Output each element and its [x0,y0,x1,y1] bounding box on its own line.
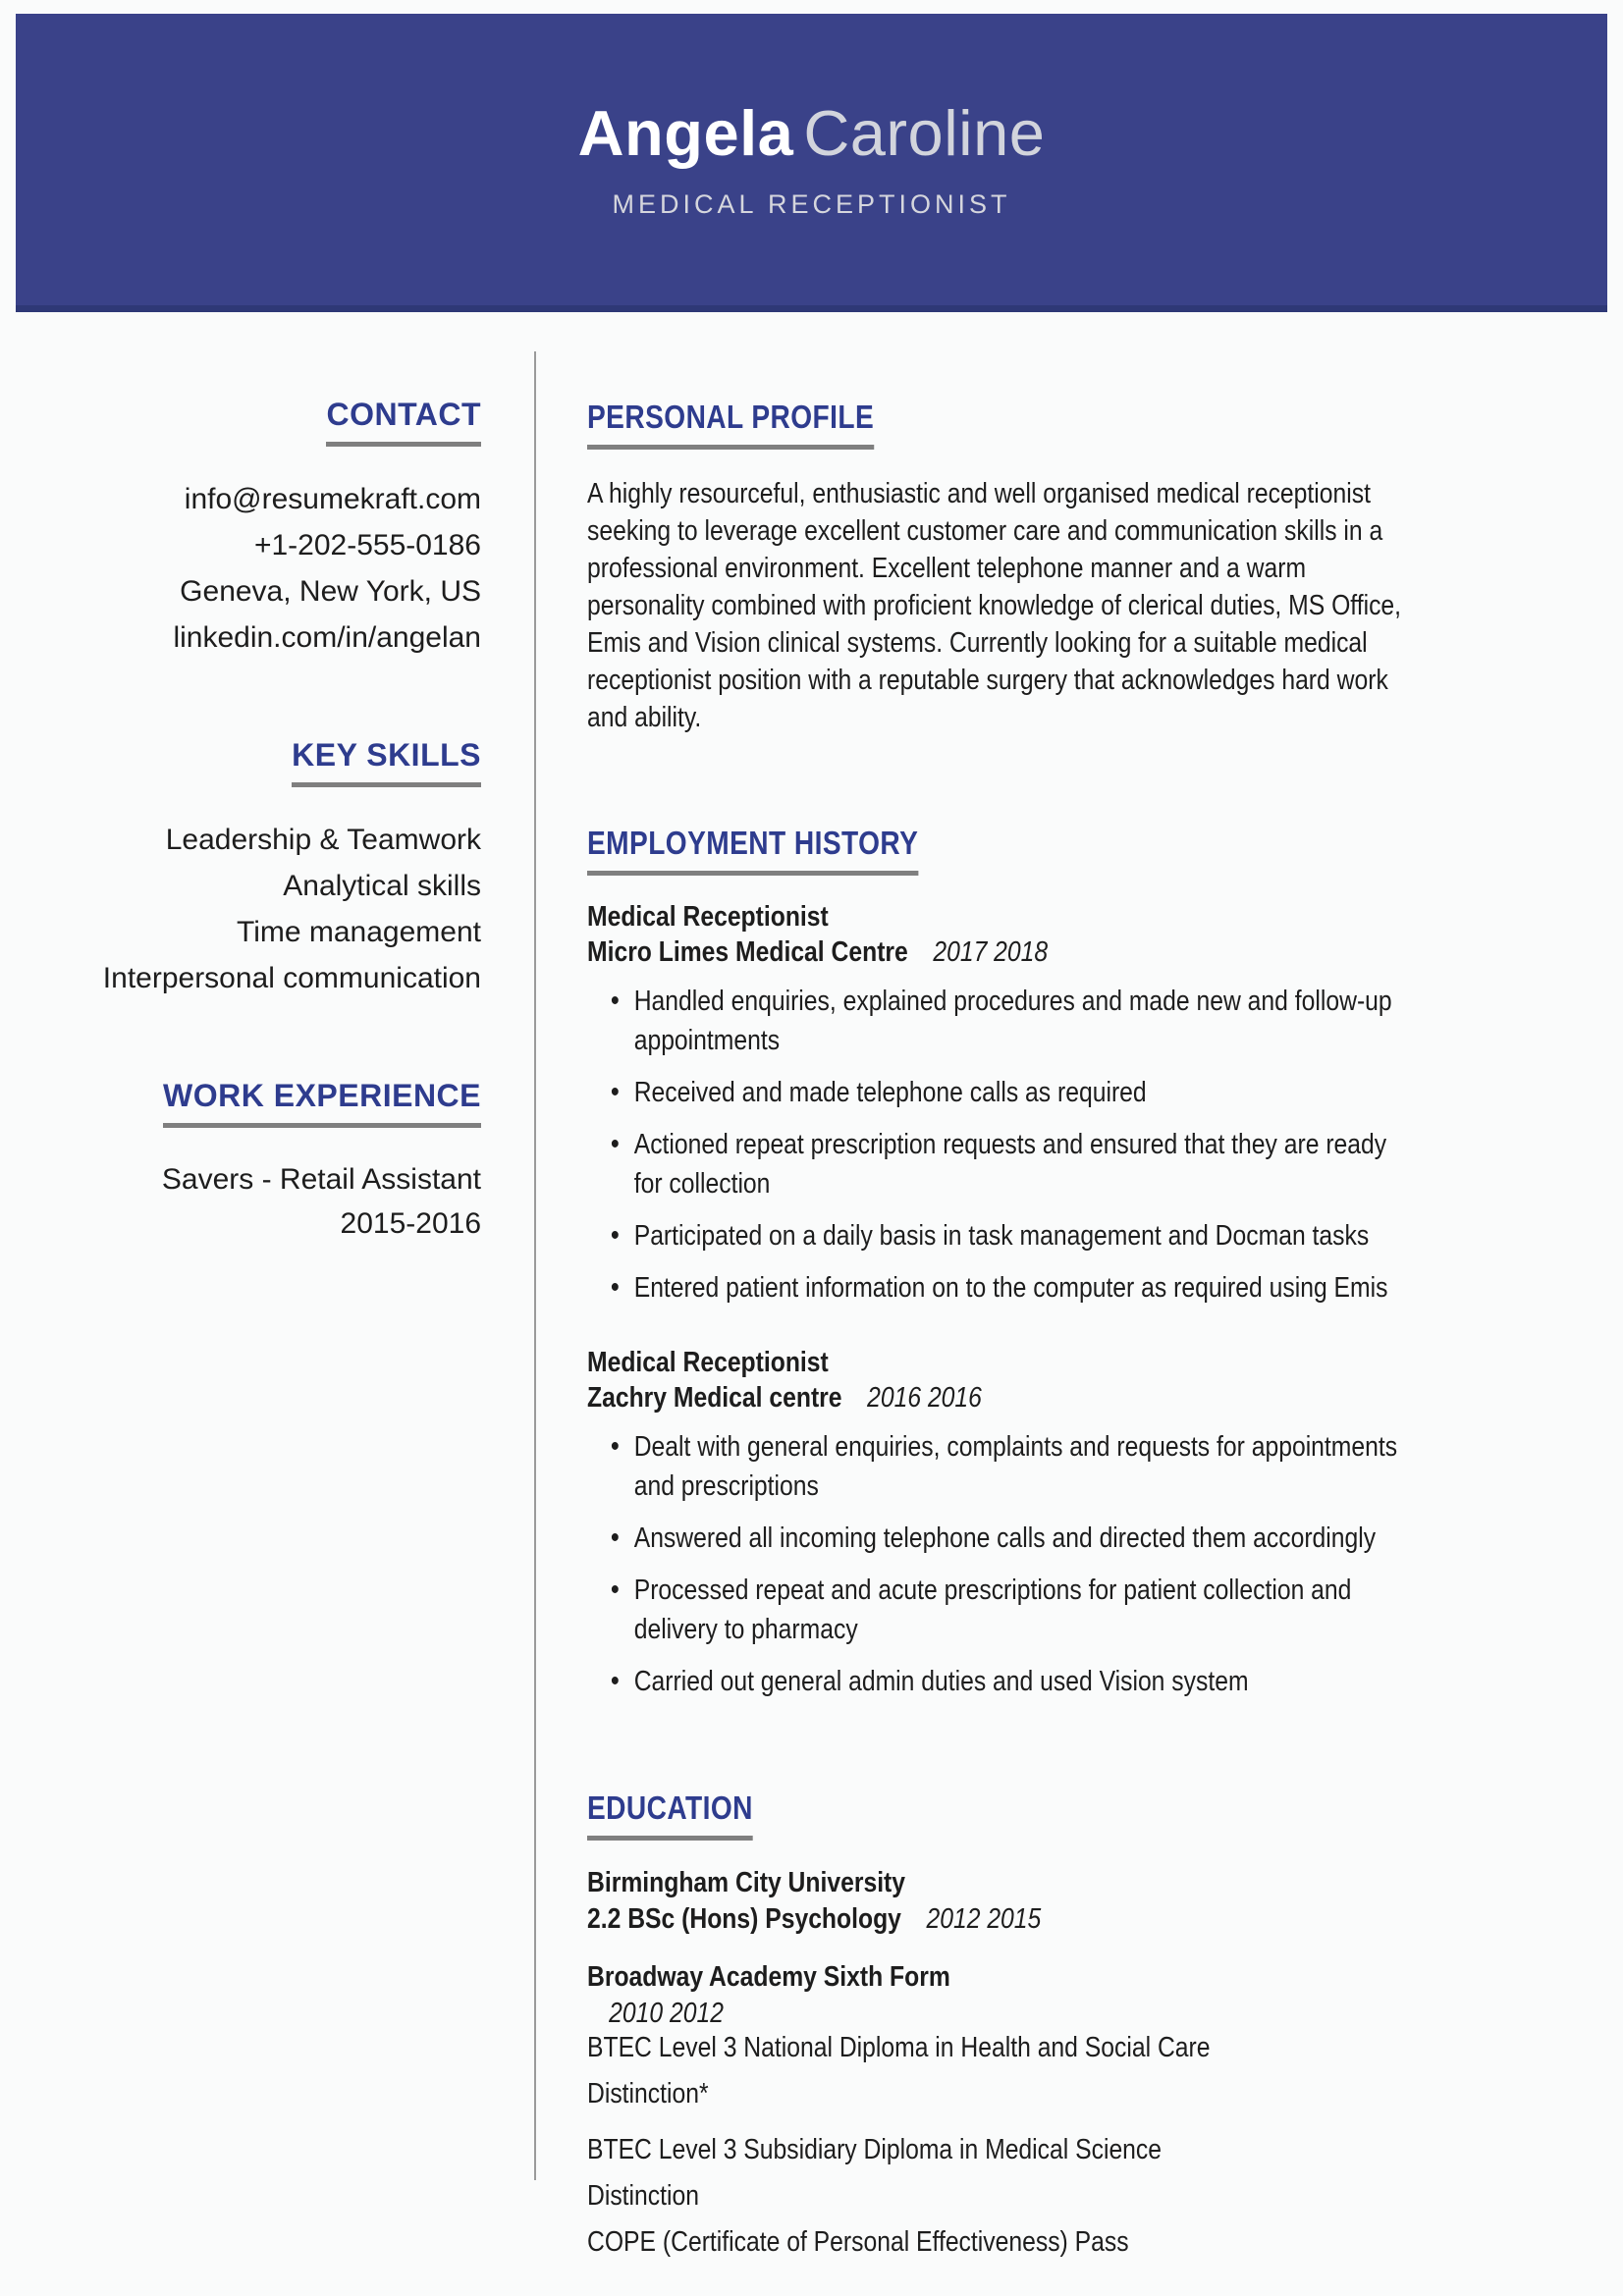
work-experience-heading [93,1078,481,1128]
work-experience-heading-text: WORK EXPERIENCE [163,1078,481,1128]
contact-section [93,397,481,661]
job-title: Medical Receptionist [587,1347,829,1378]
education-heading-text: EDUCATION [587,1789,753,1841]
skill-item: Interpersonal communication [102,962,481,994]
education-school: Broadway Academy Sixth Form [587,1961,950,1993]
job-entry [587,899,1415,1308]
education-dates: 2012 2015 [926,1903,1042,1935]
education-dates: 2010 2012 [609,1998,724,2029]
job-dates: 2017 2018 [933,936,1049,968]
job-bullet: • Carried out general admin duties and used Vision system [587,1662,1415,1701]
job-bullet: • Processed repeat and acute prescriptions for patient collection and delivery to pharmacy [587,1571,1415,1649]
skill-item: Leadership & Teamwork [165,824,481,856]
personal-profile-section [587,399,1415,736]
personal-profile-heading-text: PERSONAL PROFILE [587,399,874,450]
person-name [577,96,1046,169]
job-header [587,899,1415,970]
job-bullet: • Answered all incoming telephone calls and directed them accordingly [587,1519,1415,1558]
job-company-line [587,1380,1415,1415]
contact-phone: +1-202-555-0186 [253,529,481,561]
job-bullet: • Dealt with general enquiries, complaints and requests for appointments and prescriptions [587,1427,1415,1506]
employment-history-section [587,825,1415,1701]
education-detail: COPE (Certificate of Personal Effectiveness) Pass [587,2226,1129,2258]
education-school: Birmingham City University [587,1867,906,1898]
job-title: Medical Receptionist [587,901,829,933]
education-detail: Distinction [587,2180,699,2212]
contact-heading-text: CONTACT [326,397,481,447]
education-degree: 2.2 BSc (Hons) Psychology [587,1903,901,1935]
contact-linkedin: linkedin.com/in/angelan [173,621,481,654]
job-bullet: • Handled enquiries, explained procedures and made new and follow-up appointments [587,982,1415,1060]
job-company: Micro Limes Medical Centre [587,936,908,968]
job-header [587,1345,1415,1415]
job-title-subtitle: MEDICAL RECEPTIONIST [612,189,1011,220]
contact-location: Geneva, New York, US [180,575,481,608]
education-heading [587,1789,1415,1841]
content-area [0,312,1623,2259]
work-experience-item: Savers - Retail Assistant 2015-2016 [161,1163,481,1240]
skill-item: Time management [237,916,481,948]
job-bullet: • Actioned repeat prescription requests and ensured that they are ready for collection [587,1125,1415,1203]
vertical-divider [534,351,536,2180]
job-company-line [587,934,1415,970]
employment-history-heading-text: EMPLOYMENT HISTORY [587,825,918,876]
job-company: Zachry Medical centre [587,1382,842,1414]
contact-email: info@resumekraft.com [184,483,481,515]
education-detail: BTEC Level 3 National Diploma in Health and Social Care [587,2032,1211,2063]
education-detail: Distinction* [587,2078,709,2109]
header-banner [16,14,1607,312]
first-name: Angela [577,96,794,169]
skill-item: Analytical skills [283,870,481,902]
employment-history-heading [587,825,1415,876]
education-entry [587,1959,1415,2259]
personal-profile-text: A highly resourceful, enthusiastic and well organised medical receptionist seeking to leverage excellent customer care and communication skills in a professional environment. Excellent telephone manner and a warm personality combined with proficient knowledge of clerical duties, MS Office, Emis and Vision clinical systems. Currently looking for a suitable medical receptionist position with a reputable surgery that acknowledges hard work and ability. [587,478,1402,733]
personal-profile-heading [587,399,1415,450]
education-section [587,1789,1415,2259]
sidebar [0,312,481,1322]
main-column [587,312,1623,2259]
main-column-inner [587,399,1415,2259]
education-detail: BTEC Level 3 Subsidiary Diploma in Medical Science [587,2134,1163,2165]
job-bullet-list [587,1427,1415,1701]
job-bullet: • Received and made telephone calls as required [587,1073,1415,1112]
key-skills-section [93,737,481,1001]
education-degree-line [587,1901,1415,1938]
work-experience-section [93,1078,481,1246]
key-skills-heading [93,737,481,787]
job-dates: 2016 2016 [867,1382,982,1414]
last-name: Caroline [803,96,1046,169]
job-bullet: • Entered patient information on to the computer as required using Emis [587,1268,1415,1308]
education-entry [587,1865,1415,1938]
job-bullet-list [587,982,1415,1308]
job-bullet: • Participated on a daily basis in task management and Docman tasks [587,1216,1415,1255]
job-entry [587,1345,1415,1701]
contact-heading [93,397,481,447]
key-skills-heading-text: KEY SKILLS [292,737,481,787]
